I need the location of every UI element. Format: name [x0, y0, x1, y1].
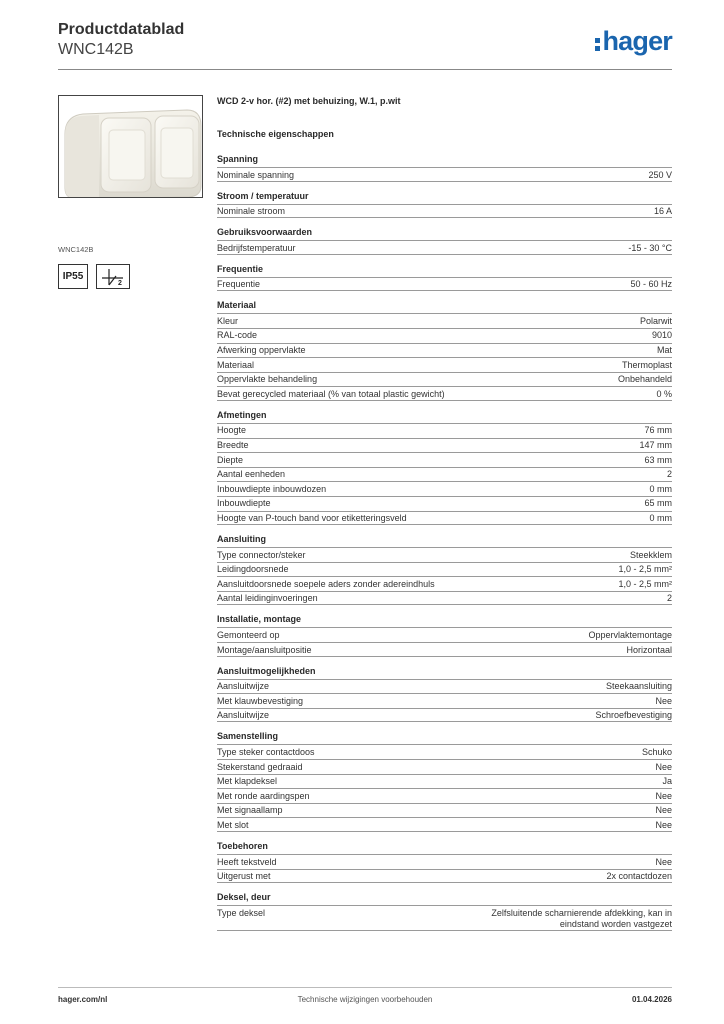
spec-label: Uitgerust met — [217, 871, 271, 882]
spec-row — [217, 452, 672, 467]
page-title: Productdatablad — [58, 21, 185, 38]
spec-value: Nee — [655, 761, 672, 772]
ip55-badge: IP55 — [58, 264, 88, 289]
spec-label: Met signaallamp — [217, 805, 283, 816]
spec-label: Type connector/steker — [217, 549, 306, 560]
spec-value: 1,0 - 2,5 mm² — [618, 564, 672, 575]
spec-row — [217, 313, 672, 328]
spec-value: Ja — [662, 776, 672, 787]
spec-value: Thermoplast — [621, 359, 672, 370]
spec-value: Zelfsluitende scharnierende afdekking, kan in eindstand worden vastgezet — [491, 907, 672, 929]
spec-row — [217, 576, 672, 591]
spec-rows — [217, 204, 672, 219]
spec-section — [217, 227, 672, 255]
spec-label: Heeft tekstveld — [217, 856, 277, 867]
spec-row — [217, 438, 672, 453]
spec-section — [217, 264, 672, 292]
spec-row — [217, 204, 672, 219]
spec-section — [217, 410, 672, 525]
spec-label: Materiaal — [217, 359, 255, 370]
spec-value: Oppervlaktemontage — [588, 629, 672, 640]
product-sidebar — [58, 95, 203, 289]
spec-label: Gemonteerd op — [217, 629, 280, 640]
spec-label: Nominale spanning — [217, 169, 295, 180]
spec-row — [217, 744, 672, 759]
spec-label: Montage/aansluitpositie — [217, 644, 312, 655]
spec-content — [217, 96, 672, 940]
spec-section — [217, 300, 672, 401]
spec-label: Type steker contactdoos — [217, 746, 315, 757]
spec-value: 2 — [666, 593, 672, 604]
spec-label: Aansluitwijze — [217, 681, 270, 692]
spec-row — [217, 803, 672, 818]
page-header — [58, 20, 672, 68]
tech-properties-heading: Technische eigenschappen — [217, 129, 334, 139]
section-title: Aansluitmogelijkheden — [217, 665, 316, 676]
product-image — [58, 95, 203, 198]
spec-row — [217, 240, 672, 255]
section-title: Deksel, deur — [217, 892, 271, 903]
spec-section — [217, 614, 672, 656]
spec-value: 147 mm — [639, 440, 672, 451]
footer-disclaimer: Technische wijzigingen voorbehouden — [297, 995, 433, 1004]
socket-outlet-illustration — [59, 96, 203, 198]
svg-text:2: 2 — [118, 279, 122, 287]
spec-row — [217, 423, 672, 438]
spec-label: Hoogte — [217, 425, 247, 436]
spec-label: Afwerking oppervlakte — [217, 345, 306, 356]
spec-sections — [217, 154, 672, 931]
spec-value: Nee — [655, 790, 672, 801]
spec-rows — [217, 905, 672, 931]
spec-label: Met klauwbevestiging — [217, 695, 304, 706]
section-title: Materiaal — [217, 300, 257, 311]
spec-row — [217, 759, 672, 774]
spec-value: 63 mm — [644, 454, 672, 465]
section-title: Aansluiting — [217, 534, 266, 545]
spec-rows — [217, 744, 672, 832]
spec-label: Bedrijfstemperatuur — [217, 242, 296, 253]
spec-value: 250 V — [648, 169, 672, 180]
section-title: Frequentie — [217, 263, 264, 274]
spec-row — [217, 905, 672, 931]
spec-row — [217, 328, 672, 343]
section-title: Toebehoren — [217, 841, 268, 851]
spec-label: Frequentie — [217, 279, 261, 290]
spec-label: Met ronde aardingspen — [217, 790, 310, 801]
spec-label: Type deksel — [217, 907, 266, 918]
section-title: Afmetingen — [217, 409, 267, 420]
spec-section — [217, 666, 672, 723]
spec-label: Oppervlakte behandeling — [217, 374, 318, 385]
spec-row — [217, 372, 672, 387]
section-title: Samenstelling — [217, 731, 279, 742]
spec-row — [217, 343, 672, 358]
header-divider — [58, 69, 672, 70]
spec-row — [217, 817, 672, 832]
spec-rows — [217, 240, 672, 255]
spec-row — [217, 277, 672, 292]
spec-row — [217, 788, 672, 803]
spec-row — [217, 627, 672, 642]
certification-badges — [58, 264, 203, 289]
spec-section — [217, 154, 672, 182]
product-description: WCD 2-v hor. (#2) met behuizing, W.1, p.wit — [217, 96, 401, 106]
spec-value: 1,0 - 2,5 mm² — [618, 578, 672, 589]
spec-value: 0 mm — [649, 483, 672, 494]
spec-value: 2x contactdozen — [606, 871, 672, 882]
spec-row — [217, 357, 672, 372]
spec-label: Aansluitdoorsnede soepele aders zonder adereindhuls — [217, 578, 435, 589]
page-footer — [58, 995, 672, 1004]
spec-row — [217, 167, 672, 182]
spec-rows — [217, 313, 672, 401]
spec-section — [217, 841, 672, 883]
spec-label: Met klapdeksel — [217, 776, 278, 787]
spec-rows — [217, 547, 672, 605]
spec-value: -15 - 30 °C — [628, 242, 672, 253]
product-code: WNC142B — [58, 41, 134, 58]
spec-label: Aantal leidinginvoeringen — [217, 593, 318, 604]
spec-rows — [217, 167, 672, 182]
spec-label: Inbouwdiepte inbouwdozen — [217, 483, 327, 494]
spec-row — [217, 679, 672, 694]
spec-rows — [217, 854, 672, 883]
spec-row — [217, 467, 672, 482]
spec-label: Aansluitwijze — [217, 710, 270, 721]
spec-row — [217, 496, 672, 511]
spec-label: Met slot — [217, 819, 249, 830]
spec-row — [217, 708, 672, 723]
spec-row — [217, 693, 672, 708]
section-title: Spanning — [217, 154, 258, 164]
hager-logo — [595, 28, 672, 54]
spec-value: 16 A — [653, 206, 672, 217]
spec-value: Steekklem — [629, 549, 672, 560]
spec-label: Stekerstand gedraaid — [217, 761, 303, 772]
footer-url[interactable]: hager.com/nl — [58, 995, 108, 1004]
spec-value: Nee — [655, 856, 672, 867]
spec-row — [217, 642, 672, 657]
spec-label: Bevat gerecycled materiaal (% van totaal plastic gewicht) — [217, 388, 445, 399]
spec-value: Mat — [656, 345, 672, 356]
spec-value: Schroefbevestiging — [595, 710, 672, 721]
spec-row — [217, 774, 672, 789]
section-title: Gebruiksvoorwaarden — [217, 227, 313, 238]
spec-value: 0 mm — [649, 513, 672, 523]
section-title: Installatie, montage — [217, 614, 302, 625]
section-title: Stroom / temperatuur — [217, 190, 309, 201]
spec-value: Nee — [655, 805, 672, 816]
spec-row — [217, 869, 672, 884]
spec-row — [217, 481, 672, 496]
logo-colon-icon — [595, 35, 600, 54]
spec-value: 65 mm — [644, 498, 672, 509]
spec-rows — [217, 679, 672, 723]
spec-row — [217, 511, 672, 526]
logo-text: hager — [602, 26, 672, 56]
spec-value: Steekaansluiting — [605, 681, 672, 692]
spec-value: 76 mm — [644, 425, 672, 436]
spec-row — [217, 591, 672, 606]
footer-divider — [58, 987, 672, 988]
spec-label: Inbouwdiepte — [217, 498, 271, 509]
spec-value: 0 % — [656, 388, 672, 399]
spec-section — [217, 731, 672, 832]
spec-row — [217, 386, 672, 401]
spec-value: 2 — [666, 469, 672, 480]
spec-label: Aantal eenheden — [217, 469, 286, 480]
spec-rows — [217, 423, 672, 525]
spec-value: Polarwit — [639, 315, 672, 326]
spec-label: RAL-code — [217, 330, 258, 341]
spec-row — [217, 854, 672, 869]
spec-rows — [217, 277, 672, 292]
spec-row — [217, 547, 672, 562]
footer-date: 01.04.2026 — [631, 995, 672, 1004]
spec-section — [217, 892, 672, 931]
spec-label: Diepte — [217, 454, 244, 465]
spec-label: Kleur — [217, 315, 239, 326]
spec-label: Hoogte van P-touch band voor etiketteringsveld — [217, 513, 407, 523]
spec-value: 9010 — [651, 330, 672, 341]
spec-row — [217, 562, 672, 577]
spec-value: Nee — [655, 819, 672, 830]
spec-value: Onbehandeld — [617, 374, 672, 385]
installation-symbol-icon — [96, 264, 130, 289]
spec-label: Leidingdoorsnede — [217, 564, 289, 575]
spec-section — [217, 534, 672, 605]
spec-value: Nee — [655, 695, 672, 706]
spec-section — [217, 191, 672, 219]
spec-label: Breedte — [217, 440, 249, 451]
spec-rows — [217, 627, 672, 656]
spec-value: 50 - 60 Hz — [630, 279, 672, 290]
spec-value: Horizontaal — [626, 644, 672, 655]
product-image-caption: WNC142B — [58, 245, 94, 254]
spec-label: Nominale stroom — [217, 206, 286, 217]
spec-value: Schuko — [641, 746, 672, 757]
